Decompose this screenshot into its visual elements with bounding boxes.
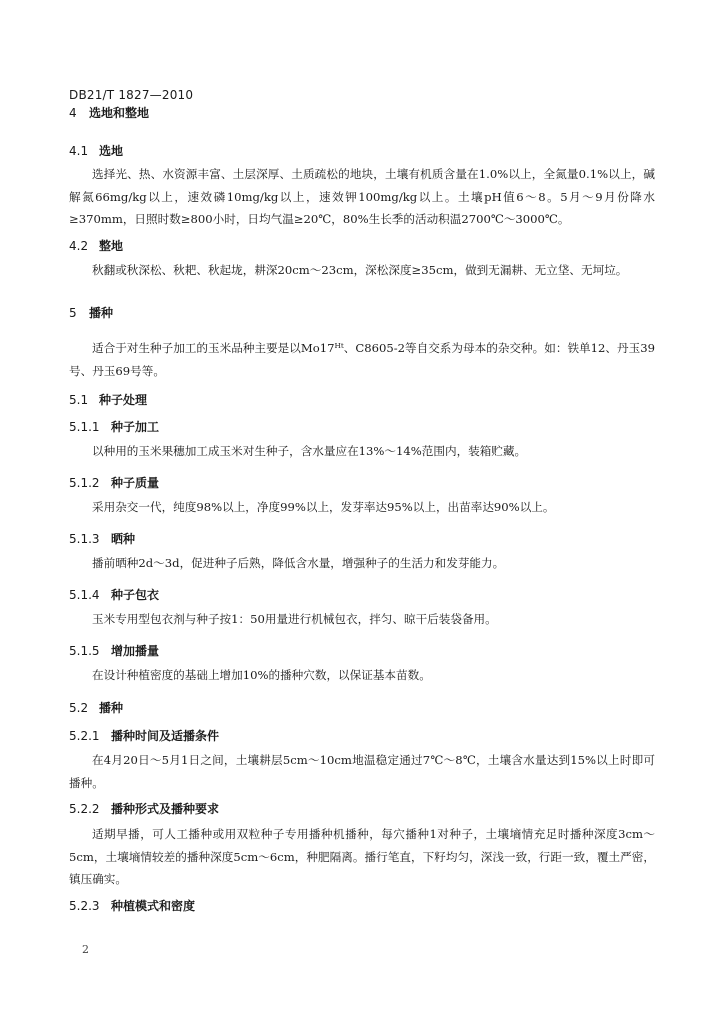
- section-number: 5.2: [69, 701, 89, 715]
- section-number: 5.1.3: [69, 532, 100, 546]
- section-5-1-2-heading: [69, 474, 159, 491]
- section-title: 晒种: [111, 532, 136, 546]
- section-title: 种植模式和密度: [111, 899, 196, 913]
- section-5-1-4-text: 玉米专用型包衣剂与种子按1：50用量进行机械包衣，拌匀、晾干后装袋备用。: [92, 612, 497, 626]
- section-5-2-heading: [69, 699, 123, 716]
- section-4-2-text: 秋翻或秋深松、秋耙、秋起垅，耕深20cm～23cm，深松深度≥35cm，做到无漏耕、无立垡、无坷垃。: [92, 263, 628, 277]
- section-number: 4.2: [69, 239, 89, 253]
- section-5-heading: [69, 304, 113, 321]
- section-5-2-1-text: 在4月20日～5月1日之间，土壤耕层5cm～10cm地温稳定通过7℃～8℃，土壤含水量达到15%以上时即可播种。: [69, 753, 655, 790]
- section-title: 选地和整地: [89, 106, 150, 120]
- section-4-2-heading: [69, 237, 123, 254]
- section-4-heading: [69, 104, 149, 121]
- section-title: 整地: [99, 239, 124, 253]
- page-number: 2: [82, 943, 89, 956]
- section-number: 5.2.3: [69, 899, 100, 913]
- section-5-2-2-text: 适期早播，可人工播种或用双粒种子专用播种机播种，每穴播种1对种子，土壤墒情充足时播种深度3cm～5cm，土壤墒情较差的播种深度5cm～6cm，种肥隔离。播行笔直，下籽均匀，深浅一致，行距一致，覆土严密，镇压确实。: [69, 827, 655, 886]
- section-number: 5.1.4: [69, 588, 100, 602]
- section-5-text: 适合于对生种子加工的玉米品种主要是以Mo17ᴴᵗ、C8605-2等自交系为母本的杂交种。如：铁单12、丹玉39号、丹玉69号等。: [69, 341, 655, 378]
- section-title: 选地: [99, 144, 124, 158]
- section-title: 种子包衣: [111, 588, 160, 602]
- section-title: 种子处理: [99, 393, 148, 407]
- section-5-1-3-text: 播前晒种2d～3d，促进种子后熟，降低含水量，增强种子的生活力和发芽能力。: [92, 556, 505, 570]
- section-title: 增加播量: [111, 644, 160, 658]
- section-title: 播种形式及播种要求: [111, 802, 220, 816]
- section-number: 5.2.1: [69, 729, 100, 743]
- section-5-1-2-text: 采用杂交一代，纯度98%以上，净度99%以上，发芽率达95%以上，出苗率达90%以上。: [92, 500, 555, 514]
- section-number: 5: [69, 306, 77, 320]
- section-title: 种子加工: [111, 420, 160, 434]
- section-4-1-heading: [69, 142, 123, 159]
- section-number: 4: [69, 106, 77, 120]
- section-title: 播种时间及适播条件: [111, 729, 220, 743]
- section-number: 4.1: [69, 144, 89, 158]
- section-number: 5.2.2: [69, 802, 100, 816]
- section-number: 5.1.1: [69, 420, 100, 434]
- section-5-1-3-heading: [69, 530, 135, 547]
- section-title: 播种: [99, 701, 124, 715]
- document-code: DB21/T 1827—2010: [69, 88, 194, 102]
- section-5-2-1-heading: [69, 727, 219, 744]
- section-5-1-5-text: 在设计种植密度的基础上增加10%的播种穴数，以保证基本苗数。: [92, 668, 431, 682]
- section-number: 5.1.2: [69, 476, 100, 490]
- section-title: 种子质量: [111, 476, 160, 490]
- section-number: 5.1: [69, 393, 89, 407]
- section-number: 5.1.5: [69, 644, 100, 658]
- section-5-2-3-heading: [69, 897, 195, 914]
- section-title: 播种: [89, 306, 114, 320]
- section-5-2-2-heading: [69, 800, 219, 817]
- section-4-1-text: 选择光、热、水资源丰富、土层深厚、土质疏松的地块，土壤有机质含量在1.0%以上，全氮量0.1%以上，碱解氮66mg/kg以上，速效磷10mg/kg以上，速效钾100mg/kg以上。土壤pH值6～8。5月～9月份降水≥370mm，日照时数≥800小时，日均气温≥20℃，80%生长季的活动积温2700℃～3000℃。: [69, 167, 655, 226]
- section-5-1-heading: [69, 391, 147, 408]
- section-5-1-5-heading: [69, 642, 159, 659]
- section-5-1-4-heading: [69, 586, 159, 603]
- section-5-1-1-text: 以种用的玉米果穗加工成玉米对生种子，含水量应在13%～14%范围内，装箱贮藏。: [92, 444, 527, 458]
- section-5-1-1-heading: [69, 418, 159, 435]
